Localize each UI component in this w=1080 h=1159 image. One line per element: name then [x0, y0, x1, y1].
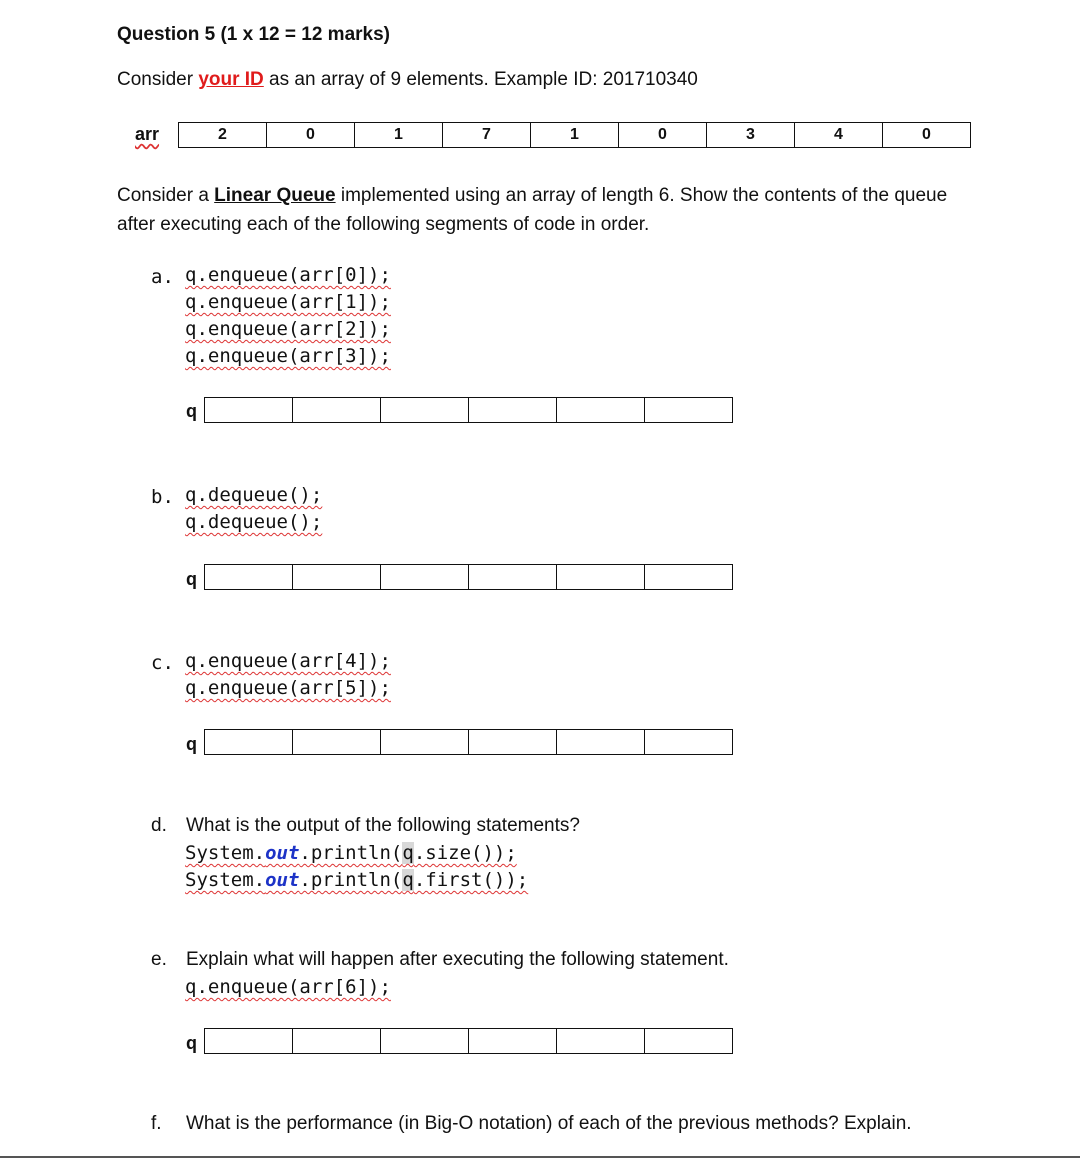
code-line [185, 842, 517, 864]
queue-cell[interactable] [557, 398, 645, 423]
arr-cell: 4 [795, 123, 883, 148]
part-a-letter: a. [151, 266, 174, 288]
arr-cell: 3 [707, 123, 795, 148]
code-line [185, 869, 528, 891]
queue-table-e [204, 1028, 733, 1054]
queue-cell[interactable] [469, 1029, 557, 1054]
code-field: out [265, 869, 300, 891]
part-f-letter: f. [151, 1113, 162, 1134]
queue-cell[interactable] [381, 398, 469, 423]
queue-cell[interactable] [205, 565, 293, 590]
queue-cell[interactable] [469, 565, 557, 590]
intro-highlight: your ID [198, 69, 264, 90]
code-line: q.enqueue(arr[3]); [185, 345, 391, 367]
queue-label-c: q [186, 734, 197, 754]
queue-cell[interactable] [205, 1029, 293, 1054]
queue-cell[interactable] [381, 730, 469, 755]
code-fragment: .size()); [413, 842, 517, 864]
queue-label-a: q [186, 401, 197, 421]
code-line: q.enqueue(arr[1]); [185, 291, 391, 313]
code-line: q.dequeue(); [185, 484, 323, 506]
part-f-text: What is the performance (in Big-O notation) of each of the previous methods? Explain. [186, 1113, 912, 1134]
code-line: q.dequeue(); [185, 511, 323, 533]
part-c-letter: c. [151, 652, 174, 674]
arr-cell: 1 [531, 123, 619, 148]
arr-cell: 0 [619, 123, 707, 148]
queue-label-b: q [186, 569, 197, 589]
queue-table-c [204, 729, 733, 755]
queue-cell[interactable] [293, 565, 381, 590]
queue-cell[interactable] [645, 398, 733, 423]
arr-cell: 1 [355, 123, 443, 148]
part-e-letter: e. [151, 949, 167, 970]
code-line: q.enqueue(arr[2]); [185, 318, 391, 340]
part-a-code [185, 262, 391, 370]
queue-cell[interactable] [293, 398, 381, 423]
description-after: implemented using an array of length 6. Show the contents of the queue [335, 185, 948, 206]
queue-cell[interactable] [645, 730, 733, 755]
code-highlight: q [402, 869, 414, 891]
queue-cell[interactable] [645, 565, 733, 590]
description-bold: Linear Queue [214, 185, 336, 206]
intro-before: Consider [117, 69, 199, 90]
description-before: Consider a [117, 185, 215, 206]
code-field: out [265, 842, 300, 864]
intro-line [117, 69, 698, 91]
arr-cell: 7 [443, 123, 531, 148]
part-c-code [185, 648, 391, 702]
part-b-code [185, 482, 322, 536]
code-fragment: .println( [299, 842, 403, 864]
part-e-code [185, 974, 391, 1001]
description-line2: after executing each of the following segments of code in order. [117, 214, 650, 235]
question-title: Question 5 (1 x 12 = 12 marks) [117, 24, 390, 45]
queue-cell[interactable] [557, 1029, 645, 1054]
code-fragment: .println( [299, 869, 403, 891]
queue-cell[interactable] [469, 730, 557, 755]
queue-table-b [204, 564, 733, 590]
queue-cell[interactable] [381, 1029, 469, 1054]
code-line: q.enqueue(arr[4]); [185, 650, 391, 672]
part-d-letter: d. [151, 815, 167, 836]
arr-label: arr [135, 124, 160, 144]
arr-cell: 0 [883, 123, 971, 148]
queue-cell[interactable] [293, 730, 381, 755]
arr-table [178, 122, 971, 148]
intro-after: as an array of 9 elements. Example ID: 201710340 [263, 69, 698, 90]
queue-cell[interactable] [557, 730, 645, 755]
part-e-text: Explain what will happen after executing the following statement. [186, 949, 729, 970]
part-d-text: What is the output of the following statements? [186, 815, 580, 836]
code-line: q.enqueue(arr[5]); [185, 677, 391, 699]
queue-cell[interactable] [293, 1029, 381, 1054]
queue-cell[interactable] [205, 398, 293, 423]
arr-cell: 0 [267, 123, 355, 148]
part-d-code [185, 840, 528, 894]
code-line: q.enqueue(arr[0]); [185, 264, 391, 286]
part-b-letter: b. [151, 486, 174, 508]
queue-label-e: q [186, 1033, 197, 1053]
queue-cell[interactable] [469, 398, 557, 423]
code-fragment: System. [185, 869, 266, 891]
description [117, 181, 1057, 239]
queue-cell[interactable] [381, 565, 469, 590]
code-fragment: System. [185, 842, 266, 864]
code-highlight: q [402, 842, 414, 864]
queue-cell[interactable] [205, 730, 293, 755]
page-bottom-rule [0, 1156, 1080, 1158]
queue-cell[interactable] [557, 565, 645, 590]
arr-cell: 2 [179, 123, 267, 148]
code-line: q.enqueue(arr[6]); [185, 976, 391, 998]
queue-table-a [204, 397, 733, 423]
queue-cell[interactable] [645, 1029, 733, 1054]
code-fragment: .first()); [413, 869, 529, 891]
